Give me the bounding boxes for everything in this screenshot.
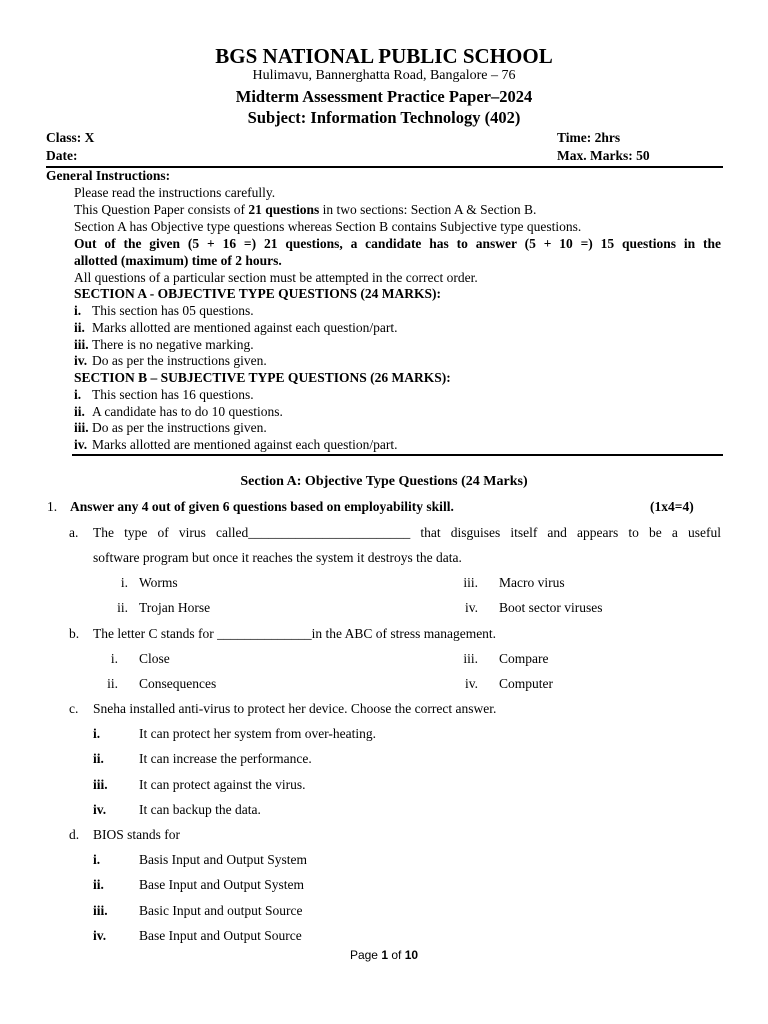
list-number: ii. bbox=[74, 404, 85, 419]
list-item: There is no negative marking. bbox=[92, 337, 254, 352]
option-number: ii. bbox=[93, 751, 104, 766]
option-number: iii. bbox=[93, 777, 108, 792]
option-text: It can protect her system from over-heating. bbox=[139, 726, 377, 741]
list-number: ii. bbox=[74, 320, 85, 335]
option-number: iii. bbox=[463, 651, 478, 666]
option-text: Base Input and Output System bbox=[139, 877, 304, 892]
option-text: Macro virus bbox=[499, 575, 565, 590]
option-text: Compare bbox=[499, 651, 549, 666]
list-number: iv. bbox=[74, 353, 88, 368]
option-text: Base Input and Output Source bbox=[139, 928, 302, 943]
class-label: Class: X bbox=[46, 130, 95, 145]
list-item: Do as per the instructions given. bbox=[92, 353, 267, 368]
option-number: i. bbox=[93, 726, 101, 741]
list-item: Do as per the instructions given. bbox=[92, 420, 267, 435]
instruction-line: All questions of a particular section must be attempted in the correct order. bbox=[74, 270, 478, 285]
option-number: iv. bbox=[93, 802, 107, 817]
school-name: BGS NATIONAL PUBLIC SCHOOL bbox=[215, 44, 553, 68]
question-text: Answer any 4 out of given 6 questions based on employability skill. bbox=[70, 499, 454, 514]
option-number: ii. bbox=[107, 676, 118, 691]
option-text: Consequences bbox=[139, 676, 217, 691]
exam-title: Midterm Assessment Practice Paper–2024 bbox=[235, 87, 533, 106]
section-b-heading: SECTION B – SUBJECTIVE TYPE QUESTIONS (26 MARKS): bbox=[74, 370, 451, 385]
list-number: i. bbox=[74, 303, 82, 318]
sub-question-text: Sneha installed anti-virus to protect her device. Choose the correct answer. bbox=[93, 701, 497, 716]
option-number: ii. bbox=[117, 600, 128, 615]
list-number: iii. bbox=[74, 337, 89, 352]
option-text: Close bbox=[139, 651, 170, 666]
sub-question-label: c. bbox=[69, 701, 79, 716]
option-text: It can backup the data. bbox=[139, 802, 261, 817]
option-number: i. bbox=[120, 575, 128, 590]
sub-question-label: a. bbox=[69, 525, 79, 540]
instruction-line: Section A has Objective type questions whereas Section B contains Subjective type questions. bbox=[74, 219, 582, 234]
school-address: Hulimavu, Bannerghatta Road, Bangalore – 76 bbox=[252, 68, 516, 83]
option-number: iv. bbox=[465, 676, 478, 691]
instruction-line: Please read the instructions carefully. bbox=[74, 185, 276, 200]
option-text: Boot sector viruses bbox=[499, 600, 603, 615]
option-text: Worms bbox=[139, 575, 178, 590]
list-item: This section has 16 questions. bbox=[92, 387, 254, 402]
instruction-line: Out of the given (5 + 16 =) 21 questions, a candidate has to answer (5 + 10 =) 15 questions in the bbox=[74, 236, 721, 251]
question-marks: (1x4=4) bbox=[650, 499, 694, 514]
option-number: i. bbox=[93, 852, 101, 867]
max-marks-label: Max. Marks: 50 bbox=[557, 148, 650, 163]
sub-question-text: The letter C stands for ______________in the ABC of stress management. bbox=[93, 626, 497, 641]
option-number: iii. bbox=[463, 575, 478, 590]
section-a-title: Section A: Objective Type Questions (24 Marks) bbox=[240, 474, 528, 489]
question-number: 1. bbox=[47, 499, 58, 514]
list-item: Marks allotted are mentioned against each question/part. bbox=[92, 437, 398, 452]
option-text: Basic Input and output Source bbox=[139, 903, 303, 918]
page-number: Page 1 of 10 bbox=[349, 948, 419, 962]
instruction-line: allotted (maximum) time of 2 hours. bbox=[74, 253, 282, 268]
option-text: Computer bbox=[499, 676, 553, 691]
list-item: A candidate has to do 10 questions. bbox=[92, 404, 283, 419]
date-label: Date: bbox=[46, 148, 78, 163]
time-label: Time: 2hrs bbox=[557, 130, 621, 145]
option-text: Basis Input and Output System bbox=[139, 852, 307, 867]
option-text: It can protect against the virus. bbox=[139, 777, 306, 792]
instructions-heading: General Instructions: bbox=[46, 168, 171, 183]
list-number: iv. bbox=[74, 437, 88, 452]
option-number: ii. bbox=[93, 877, 104, 892]
sub-question-text: The type of virus called________________________ that disguises itself and appears to be a useful bbox=[93, 525, 721, 540]
list-item: Marks allotted are mentioned against each question/part. bbox=[92, 320, 398, 335]
instruction-line: This Question Paper consists of 21 questions in two sections: Section A & Section B. bbox=[74, 202, 537, 217]
sub-question-label: d. bbox=[69, 827, 80, 842]
sub-question-label: b. bbox=[69, 626, 80, 641]
section-a-heading: SECTION A - OBJECTIVE TYPE QUESTIONS (24 MARKS): bbox=[74, 286, 441, 301]
subject-title: Subject: Information Technology (402) bbox=[247, 108, 521, 127]
list-number: iii. bbox=[74, 420, 89, 435]
option-text: It can increase the performance. bbox=[139, 751, 312, 766]
sub-question-text: BIOS stands for bbox=[93, 827, 180, 842]
option-number: iv. bbox=[93, 928, 107, 943]
option-number: iii. bbox=[93, 903, 108, 918]
instructions-divider bbox=[72, 454, 723, 456]
sub-question-text: software program but once it reaches the system it destroys the data. bbox=[93, 550, 462, 565]
option-number: i. bbox=[110, 651, 118, 666]
option-number: iv. bbox=[465, 600, 478, 615]
option-text: Trojan Horse bbox=[139, 600, 211, 615]
list-item: This section has 05 questions. bbox=[92, 303, 254, 318]
list-number: i. bbox=[74, 387, 82, 402]
